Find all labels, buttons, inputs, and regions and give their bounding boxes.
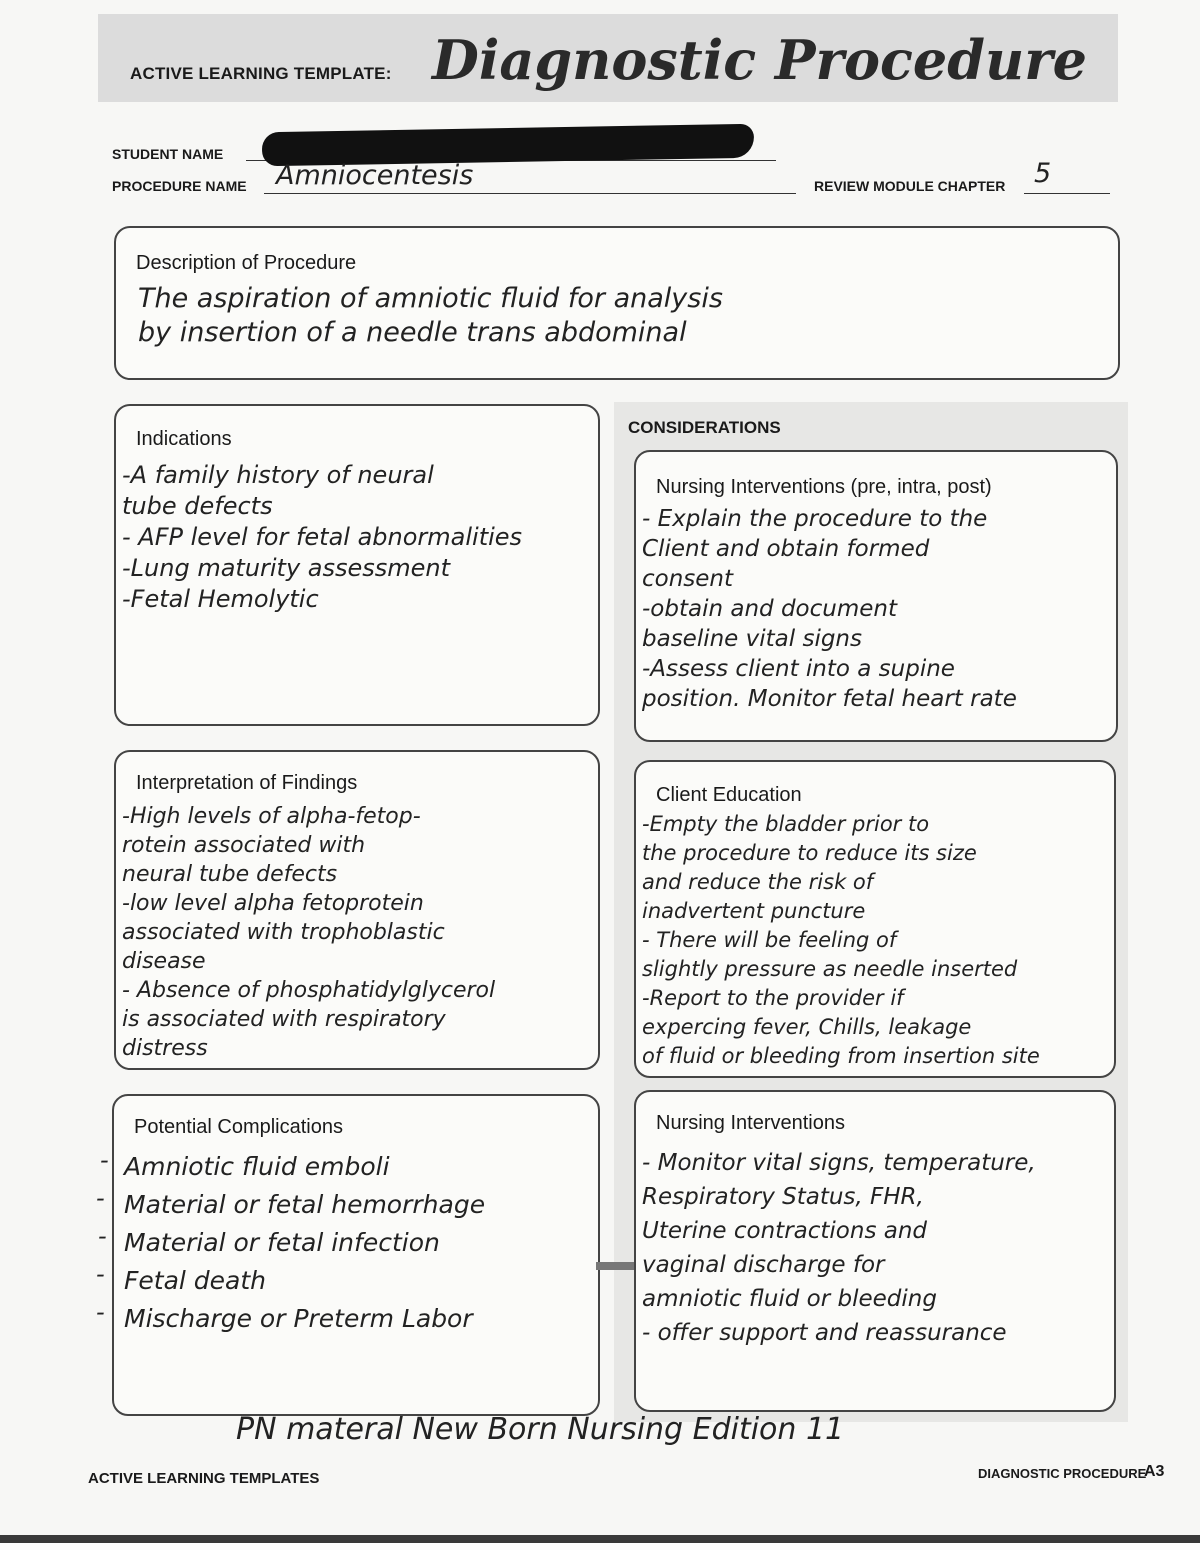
header-band bbox=[98, 14, 1118, 102]
page-number: A3 bbox=[1144, 1463, 1165, 1480]
nursing-interventions-pre-title: Nursing Interventions (pre, intra, post) bbox=[656, 476, 992, 498]
description-text: The aspiration of amniotic fluid for analysis by insertion of a needle trans abdominal bbox=[138, 283, 723, 348]
procedure-name-value: Amniocentesis bbox=[276, 160, 474, 191]
nursing-interventions-title: Nursing Interventions bbox=[656, 1112, 845, 1134]
template-label: ACTIVE LEARNING TEMPLATE: bbox=[130, 64, 392, 83]
review-chapter-value: 5 bbox=[1034, 158, 1052, 189]
complication-dash: - bbox=[96, 1184, 105, 1212]
page-edge bbox=[0, 1535, 1200, 1543]
description-box bbox=[114, 226, 1120, 380]
interpretation-box bbox=[114, 750, 600, 1070]
procedure-name-line bbox=[264, 193, 796, 194]
client-education-box bbox=[634, 760, 1116, 1078]
client-education-text: -Empty the bladder prior to the procedure to reduce its size and reduce the risk of inadvertent puncture - There will be feeling of slightly pressure as needle inserted -Report to the provider if expercing fever, Chills, leakage of fluid or bleeding from insertion site bbox=[642, 812, 1040, 1068]
complication-dash: - bbox=[100, 1146, 109, 1174]
complication-dash: - bbox=[96, 1298, 105, 1326]
interpretation-title: Interpretation of Findings bbox=[136, 772, 358, 794]
review-chapter-label: REVIEW MODULE CHAPTER bbox=[814, 178, 1006, 194]
nursing-interventions-pre-box bbox=[634, 450, 1118, 742]
indications-box bbox=[114, 404, 600, 726]
indications-title: Indications bbox=[136, 428, 232, 450]
nursing-interventions-box bbox=[634, 1090, 1116, 1412]
handwritten-footnote: PN materal New Born Nursing Edition 11 bbox=[236, 1412, 845, 1447]
footer-left: ACTIVE LEARNING TEMPLATES bbox=[88, 1470, 320, 1487]
considerations-label: CONSIDERATIONS bbox=[628, 418, 781, 437]
page-title: Diagnostic Procedure bbox=[432, 28, 1088, 92]
procedure-name-label: PROCEDURE NAME bbox=[112, 178, 247, 194]
indications-text: -A family history of neural tube defects - AFP level for fetal abnormalities -Lung maturity assessment -Fetal Hemolytic bbox=[122, 461, 523, 613]
review-chapter-line bbox=[1024, 193, 1110, 194]
complications-title: Potential Complications bbox=[134, 1116, 343, 1138]
student-name-label: STUDENT NAME bbox=[112, 146, 224, 162]
nursing-interventions-pre-text: - Explain the procedure to the Client and obtain formed consent -obtain and document baseline vital signs -Assess client into a supine position. Monitor fetal heart rate bbox=[642, 506, 1017, 712]
complications-text: Amniotic fluid emboli Material or fetal hemorrhage Material or fetal infection Fetal death Mischarge or Preterm Labor bbox=[124, 1152, 486, 1333]
connector-line bbox=[596, 1262, 636, 1270]
complication-dash: - bbox=[98, 1222, 107, 1250]
nursing-interventions-text: - Monitor vital signs, temperature, Respiratory Status, FHR, Uterine contractions and vaginal discharge for amniotic fluid or bleeding - offer support and reassurance bbox=[642, 1150, 1036, 1346]
description-title: Description of Procedure bbox=[136, 252, 357, 274]
interpretation-text: -High levels of alpha-fetop- rotein associated with neural tube defects -low level alpha fetoprotein associated with trophoblastic disease - Absence of phosphatidylglycerol is associated with respiratory distress bbox=[122, 804, 496, 1061]
complication-dash: - bbox=[96, 1260, 105, 1288]
footer-right: DIAGNOSTIC PROCEDURE bbox=[978, 1466, 1147, 1481]
complications-box bbox=[112, 1094, 600, 1416]
client-education-title: Client Education bbox=[656, 784, 802, 806]
